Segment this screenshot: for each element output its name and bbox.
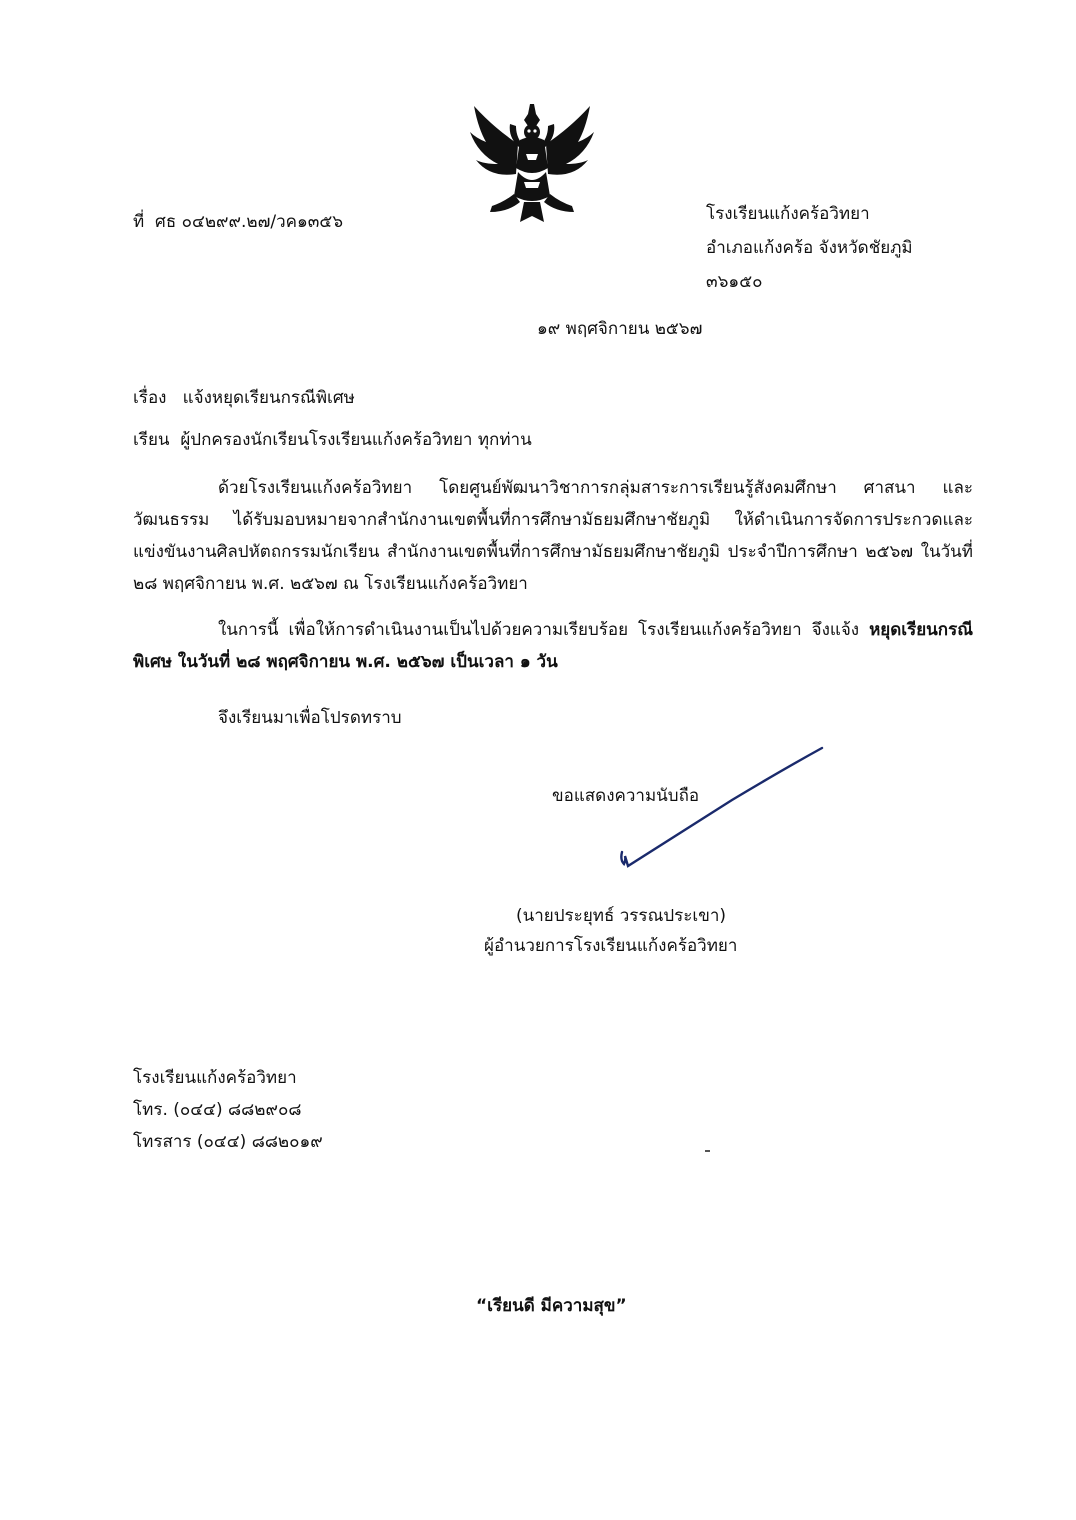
addressee-text: ผู้ปกครองนักเรียนโรงเรียนแก้งคร้อวิทยา ทุกท่าน	[180, 430, 532, 450]
reference-label: ที่	[133, 212, 145, 232]
stray-mark	[705, 1150, 710, 1152]
paragraph-2-text	[133, 614, 973, 678]
body-paragraph-2	[133, 614, 973, 678]
body-paragraph-1	[133, 472, 973, 600]
letter-date: ๑๙ พฤศจิกายน ๒๕๖๗	[537, 319, 703, 339]
school-name: โรงเรียนแก้งคร้อวิทยา	[706, 204, 870, 224]
footer-school: โรงเรียนแก้งคร้อวิทยา	[133, 1068, 297, 1088]
garuda-emblem-icon	[464, 98, 600, 228]
school-postcode: ๓๖๑๕๐	[706, 272, 763, 292]
paragraph-2-bold: หยุดเรียนกรณีพิเศษ ในวันที่ ๒๘ พฤศจิกายน พ.ศ. ๒๕๖๗ เป็นเวลา ๑ วัน	[133, 620, 973, 672]
regards-text: ขอแสดงความนับถือ	[552, 786, 700, 806]
reference-value: ศธ ๐๔๒๙๙.๒๗/วค๑๓๕๖	[155, 212, 344, 232]
paragraph-2-lead: ในการนี้ เพื่อให้การดำเนินงานเป็นไปด้วยความเรียบร้อย โรงเรียนแก้งคร้อวิทยา จึงแจ้ง	[218, 620, 870, 640]
paragraph-1-text: ด้วยโรงเรียนแก้งคร้อวิทยา โดยศูนย์พัฒนาวิชาการกลุ่มสาระการเรียนรู้สังคมศึกษา ศาสนา และวัฒนธรรม ได้รับมอบหมายจากสำนักงานเขตพื้นที่การศึกษามัธยมศึกษาชัยภูมิ ให้ดำเนินการจัดการประกวดและแข่งขันงานศิลปหัตถกรรมนักเรียน สำนักงานเขตพื้นที่การศึกษามัธยมศึกษาชัยภูมิ ประจำปีการศึกษา ๒๕๖๗ ในวันที่ ๒๘ พฤศจิกายน พ.ศ. ๒๕๖๗ ณ โรงเรียนแก้งคร้อวิทยา	[133, 478, 973, 594]
addressee-line	[133, 428, 532, 452]
closing-line: จึงเรียนมาเพื่อโปรดทราบ	[218, 708, 402, 728]
signature-mark	[612, 742, 832, 872]
signer-name: (นายประยุทธ์ วรรณประเขา)	[516, 906, 727, 926]
signer-title: ผู้อำนวยการโรงเรียนแก้งคร้อวิทยา	[484, 936, 738, 956]
subject-label: เรื่อง	[133, 388, 167, 408]
school-motto: “เรียนดี มีความสุข”	[476, 1296, 627, 1316]
reference-number	[133, 210, 343, 234]
footer-tel: โทร. (๐๔๔) ๘๘๒๙๐๘	[133, 1100, 302, 1120]
subject-text: แจ้งหยุดเรียนกรณีพิเศษ	[182, 388, 355, 408]
school-district: อำเภอแก้งคร้อ จังหวัดชัยภูมิ	[706, 238, 913, 258]
subject-line	[133, 386, 355, 410]
footer-fax: โทรสาร (๐๔๔) ๘๘๒๐๑๙	[133, 1132, 323, 1152]
addressee-label: เรียน	[133, 430, 170, 450]
